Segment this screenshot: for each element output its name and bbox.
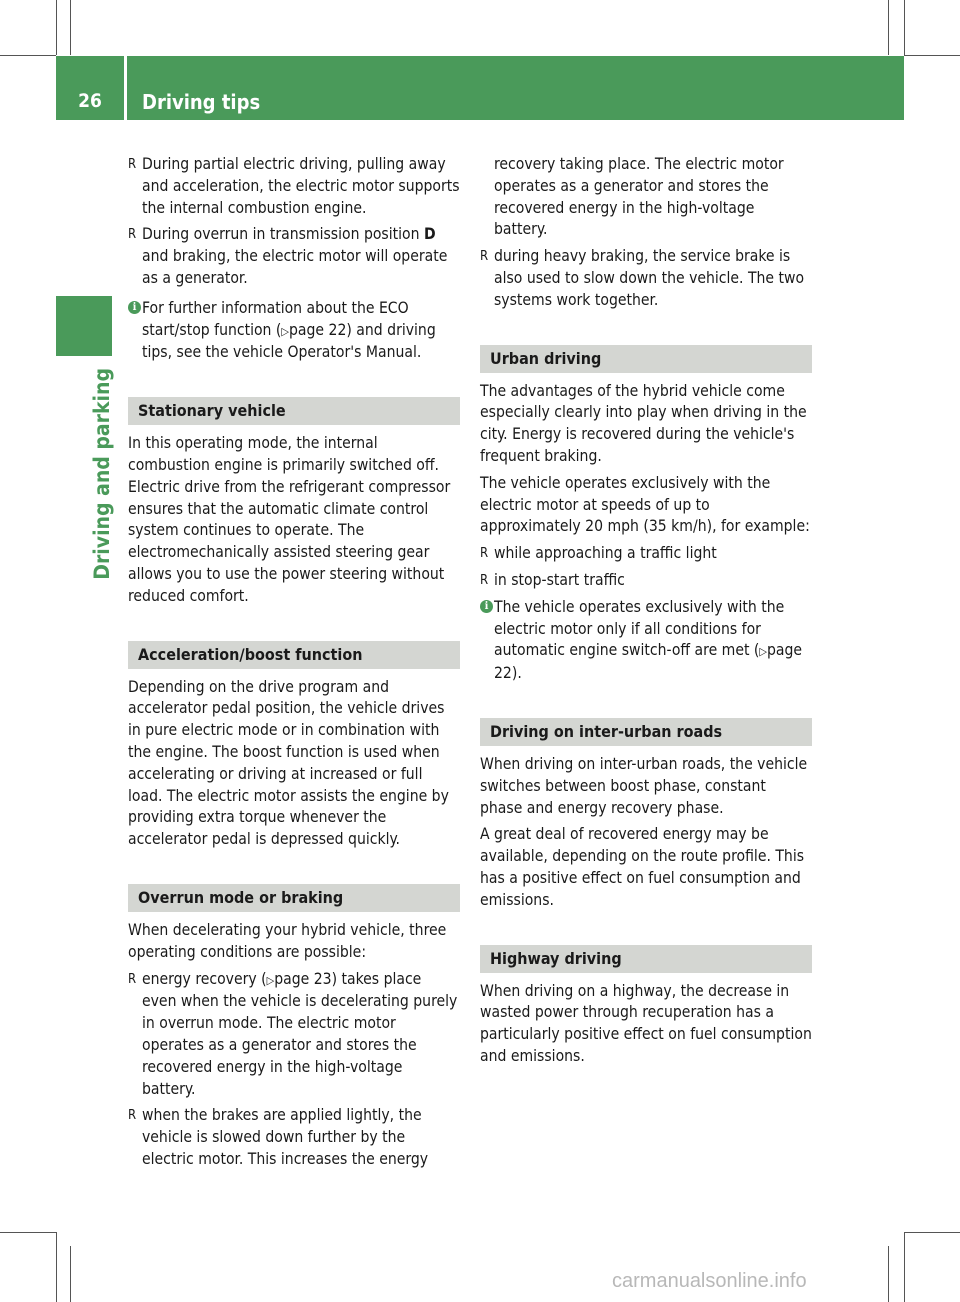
paragraph-continued: recovery taking place. The electric motor operates as a generator and stores the recovered energy in the high-voltage battery. xyxy=(494,155,784,239)
info-icon: i xyxy=(128,301,141,314)
section-heading-overrun: Overrun mode or braking xyxy=(128,884,460,912)
page-ref-link[interactable]: page 22 xyxy=(494,641,803,683)
crop-mark xyxy=(0,55,56,56)
page-ref-link[interactable]: page 22 xyxy=(289,320,347,339)
side-tab-label: Driving and parking xyxy=(90,368,114,580)
crop-mark xyxy=(904,1232,905,1302)
section-heading-acceleration: Acceleration/boost function xyxy=(128,641,460,669)
page-number: 26 xyxy=(78,90,102,112)
page-ref-arrow-icon: ▷ xyxy=(266,973,275,987)
bullet-text: when the brakes are applied lightly, the vehicle is slowed down further by the electric motor. This increases the energy xyxy=(142,1106,429,1168)
page-ref-arrow-icon: ▷ xyxy=(281,324,290,338)
paragraph: In this operating mode, the internal combustion engine is primarily switched off. Electric drive from the refrigerant compressor ensures that the automatic climate control system continues to operate. The electromechanically assisted steering gear allows you to use the power steering without reduced comfort. xyxy=(128,434,451,605)
crop-mark xyxy=(70,1246,71,1302)
bullet-icon: R xyxy=(480,249,489,265)
list-item xyxy=(128,154,460,219)
paragraph: Depending on the drive program and accelerator pedal position, the vehicle drives in pure electric mode or in combination with the engine. The boost function is used when accelerating or driving at increased or full load. The electric motor assists the engine by providing extra torque whenever the accelerator pedal is depressed quickly. xyxy=(128,677,449,849)
bullet-text: energy recovery ( xyxy=(142,969,267,988)
paragraph: When driving on a highway, the decrease in wasted power through recuperation has a particularly positive effect on fuel consumption and emissions. xyxy=(480,981,812,1065)
transmission-position-d: D xyxy=(423,225,436,244)
list-item xyxy=(128,969,460,1101)
section-heading-urban: Urban driving xyxy=(480,345,812,373)
list-item xyxy=(128,224,460,289)
bullet-icon: R xyxy=(128,227,137,243)
section-heading-inter-urban: Driving on inter-urban roads xyxy=(480,718,812,746)
bullet-text: while approaching a traffic light xyxy=(494,544,717,563)
header-divider xyxy=(124,56,127,120)
info-icon: i xyxy=(480,600,493,613)
crop-mark xyxy=(56,1232,57,1302)
crop-mark xyxy=(904,1232,960,1233)
bullet-text: and braking, the electric motor will operate as a generator. xyxy=(142,247,448,287)
bullet-icon: R xyxy=(128,971,137,987)
info-note xyxy=(128,298,460,364)
section-heading-stationary: Stationary vehicle xyxy=(128,397,460,425)
bullet-text: ) takes place even when the vehicle is decelerating purely in overrun mode. The electric motor operates as a generator and stores the recovered energy in the high-voltage battery. xyxy=(142,969,458,1098)
list-item xyxy=(128,1105,460,1170)
side-tab-block xyxy=(56,296,112,356)
paragraph: When decelerating your hybrid vehicle, three operating conditions are possible: xyxy=(128,920,447,961)
list-item xyxy=(480,246,812,311)
bullet-text: During partial electric driving, pulling away and acceleration, the electric motor supports the internal combustion engine. xyxy=(142,155,460,217)
list-item xyxy=(480,543,812,565)
crop-mark xyxy=(904,0,905,55)
info-text: ). xyxy=(511,664,522,683)
crop-mark xyxy=(888,0,889,55)
crop-mark xyxy=(904,55,960,56)
page-ref-link[interactable]: page 23 xyxy=(274,969,332,988)
bullet-text: during heavy braking, the service brake is also used to slow down the vehicle. The two systems work together. xyxy=(494,247,805,309)
column-left xyxy=(128,154,460,1176)
info-text: For further information about the ECO start/stop function ( xyxy=(142,298,409,339)
bullet-text: During overrun in transmission position xyxy=(142,225,424,244)
paragraph: The vehicle operates exclusively with the electric motor at speeds of up to approximately 20 mph (35 km/h), for example: xyxy=(480,473,810,536)
section-heading-highway: Highway driving xyxy=(480,945,812,973)
bullet-icon: R xyxy=(128,1108,137,1124)
bullet-icon: R xyxy=(480,546,489,562)
bullet-text: in stop-start traffic xyxy=(494,570,625,589)
watermark: carmanualsonline.info xyxy=(612,1270,807,1292)
paragraph: A great deal of recovered energy may be available, depending on the route profile. This has a positive effect on fuel consumption and emissions. xyxy=(480,825,805,909)
info-note xyxy=(480,597,812,685)
paragraph: When driving on inter-urban roads, the vehicle switches between boost phase, constant phase and energy recovery phase. xyxy=(480,754,808,817)
info-text: ) and driving tips, see the vehicle Operator's Manual. xyxy=(142,320,436,362)
crop-mark xyxy=(888,1246,889,1302)
list-item xyxy=(480,570,812,592)
page-ref-arrow-icon: ▷ xyxy=(759,645,768,659)
column-right xyxy=(480,154,812,1073)
crop-mark xyxy=(56,0,57,55)
chapter-title: Driving tips xyxy=(142,90,261,114)
crop-mark xyxy=(0,1232,56,1233)
bullet-icon: R xyxy=(480,572,489,588)
crop-mark xyxy=(70,0,71,55)
info-text: The vehicle operates exclusively with the electric motor only if all conditions for automatic engine switch-off are met ( xyxy=(494,597,785,660)
paragraph: The advantages of the hybrid vehicle come especially clearly into play when driving in the city. Energy is recovered during the vehicle's frequent braking. xyxy=(480,381,807,465)
bullet-icon: R xyxy=(128,157,137,172)
